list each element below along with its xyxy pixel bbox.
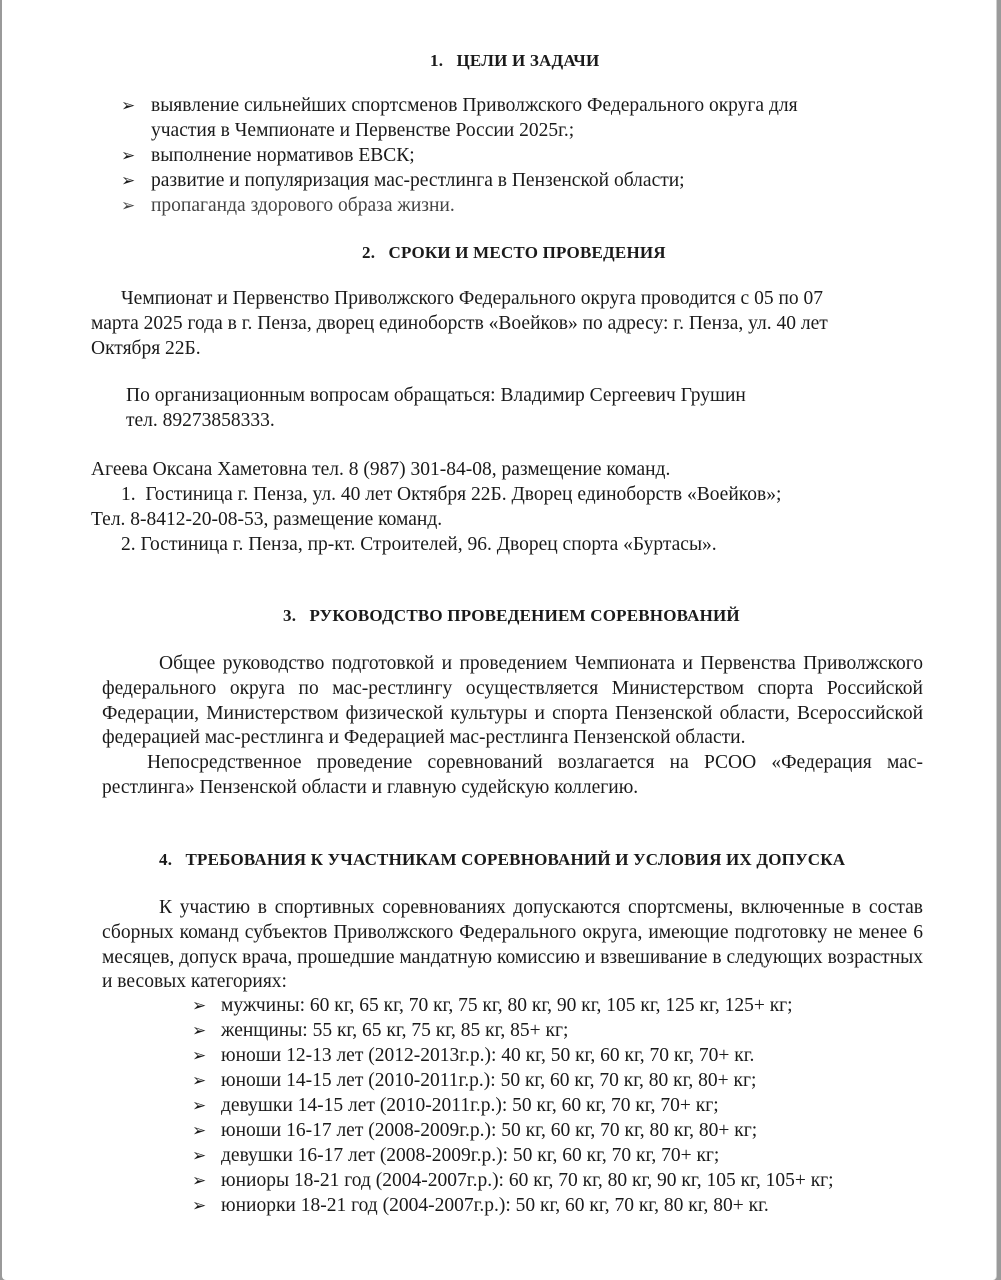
contact-line-1: По организационным вопросам обращаться: Владимир Сергеевич Грушин [126,385,746,406]
bullet-icon: ➢ [192,1196,207,1215]
dates-line-1: Чемпионат и Первенство Приволжского Федерального округа проводится с 05 по 07 [121,288,824,309]
dates-line-2: марта 2025 года в г. Пенза, дворец единоборств «Воейков» по адресу: г. Пенза, ул. 40 лет [91,313,828,334]
requirements-text [102,896,923,995]
goal-item-1a: выявление сильнейших спортсменов Приволжского Федерального округа для [151,95,798,116]
dates-line-3: Октября 22Б. [91,338,201,359]
document-page [2,0,997,1280]
bullet-icon: ➢ [192,1096,207,1115]
bullet-icon: ➢ [121,146,136,165]
category-boys-14-15: юноши 14-15 лет (2010-2011г.р.): 50 кг, 60 кг, 70 кг, 80 кг, 80+ кг; [221,1070,757,1091]
category-boys-12-13: юноши 12-13 лет (2012-2013г.р.): 40 кг, 50 кг, 60 кг, 70 кг, 70+ кг. [221,1045,755,1066]
bullet-icon: ➢ [192,996,207,1015]
section-2-title: 2. СРОКИ И МЕСТО ПРОВЕДЕНИЯ [362,243,666,262]
bullet-icon: ➢ [192,1046,207,1065]
management-text [102,652,923,801]
hotel-1: 1. Гостиница г. Пенза, ул. 40 лет Октября 22Б. Дворец единоборств «Воейков»; [121,484,782,505]
goal-item-2: выполнение нормативов ЕВСК; [151,145,415,166]
section-3-title: 3. РУКОВОДСТВО ПРОВЕДЕНИЕМ СОРЕВНОВАНИЙ [283,606,740,625]
category-women: женщины: 55 кг, 65 кг, 75 кг, 85 кг, 85+ кг; [221,1020,569,1041]
goal-item-3: развитие и популяризация мас-рестлинга в Пензенской области; [151,170,685,191]
category-juniors-women: юниорки 18-21 год (2004-2007г.р.): 50 кг, 60 кг, 70 кг, 80 кг, 80+ кг. [221,1195,769,1216]
bullet-icon: ➢ [192,1121,207,1140]
goal-item-4: пропаганда здорового образа жизни. [151,195,455,216]
bullet-icon: ➢ [192,1021,207,1040]
section-1-title: 1. ЦЕЛИ И ЗАДАЧИ [430,51,600,70]
management-paragraph-2: Непосредственное проведение соревнований возлагается на РСОО «Федерация мас-рестлинга» Пензенской области и главную судейскую коллегию. [102,752,923,798]
accommodation-contact: Агеева Оксана Хаметовна тел. 8 (987) 301-84-08, размещение команд. [91,459,671,480]
bullet-icon: ➢ [121,196,136,215]
bullet-icon: ➢ [192,1146,207,1165]
bullet-icon: ➢ [192,1171,207,1190]
hotel-1-phone: Тел. 8-8412-20-08-53, размещение команд. [91,509,443,530]
category-men: мужчины: 60 кг, 65 кг, 70 кг, 75 кг, 80 кг, 90 кг, 105 кг, 125 кг, 125+ кг; [221,995,793,1016]
bullet-icon: ➢ [121,171,136,190]
bullet-icon: ➢ [192,1071,207,1090]
category-juniors-men: юниоры 18-21 год (2004-2007г.р.): 60 кг, 70 кг, 80 кг, 90 кг, 105 кг, 105+ кг; [221,1170,834,1191]
management-paragraph-1: Общее руководство подготовкой и проведением Чемпионата и Первенства Приволжского федерального округа по мас-рестлингу осуществляется Министерством спорта Российской Федерации, Министерством физической культуры и спорта Пензенской области, Всероссийской федерацией мас-рестлинга и Федерацией мас-рестлинга Пензенской области. [102,653,923,749]
category-boys-16-17: юноши 16-17 лет (2008-2009г.р.): 50 кг, 60 кг, 70 кг, 80 кг, 80+ кг; [221,1120,758,1141]
category-girls-14-15: девушки 14-15 лет (2010-2011г.р.): 50 кг, 60 кг, 70 кг, 70+ кг; [221,1095,719,1116]
section-4-title: 4. ТРЕБОВАНИЯ К УЧАСТНИКАМ СОРЕВНОВАНИЙ И УСЛОВИЯ ИХ ДОПУСКА [159,850,846,869]
requirements-paragraph: К участию в спортивных соревнованиях допускаются спортсмены, включенные в состав сборных команд субъектов Приволжского Федерального округа, имеющие подготовку не менее 6 месяцев, допуск врача, прошедшие мандатную комиссию и взвешивание в следующих возрастных и весовых категориях: [102,897,923,993]
bullet-icon: ➢ [121,96,136,115]
hotel-2: 2. Гостиница г. Пенза, пр-кт. Строителей, 96. Дворец спорта «Буртасы». [121,534,717,555]
goal-item-1b: участия в Чемпионате и Первенстве России 2025г.; [151,120,575,141]
contact-line-2: тел. 89273858333. [126,410,275,431]
category-girls-16-17: девушки 16-17 лет (2008-2009г.р.): 50 кг, 60 кг, 70 кг, 70+ кг; [221,1145,720,1166]
